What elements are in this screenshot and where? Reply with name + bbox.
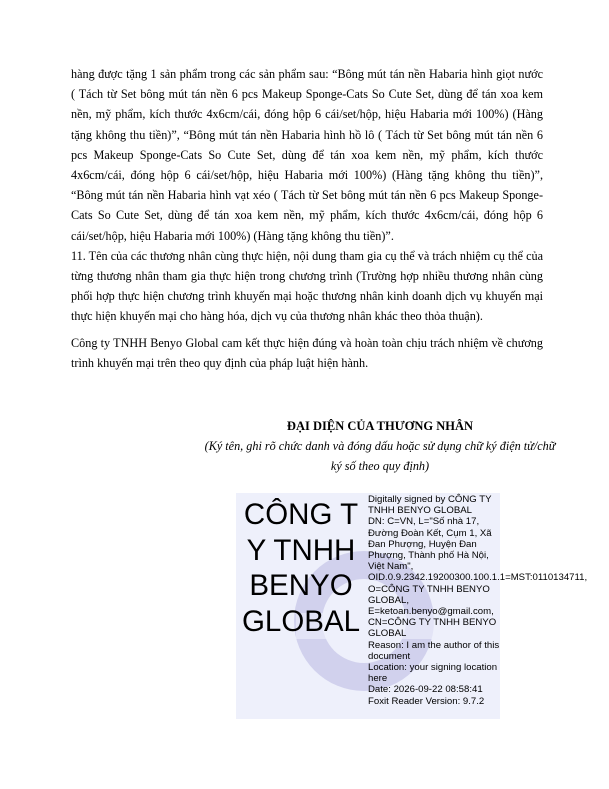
gift-products-paragraph: hàng được tặng 1 sản phẩm trong các sản phẩm sau: “Bông mút tán nền Habaria hình giọt nước ( Tách từ Set bông mút tán nền 6 pcs Makeup Sponge-Cats So Cute Set, dùng để tán xoa kem nền, mỹ phẩm, kích thước 4x6cm/cái, đóng hộp 6 cái/set/hộp, hiệu Habaria mới 100%) (Hàng tặng không thu tiền)”, “Bông mút tán nền Habaria hình hồ lô ( Tách từ Set bông mút tán nền 6 pcs Makeup Sponge-Cats So Cute Set, dùng để tán xoa kem nền, mỹ phẩm, kích thước 4x6cm/cái, đóng hộp 6 cái/set/hộp, hiệu Habaria mới 100%) (Hàng tặng không thu tiền)”, “Bông mút tán nền Habaria hình vạt xéo ( Tách từ Set bông mút tán nền 6 pcs Makeup Sponge-Cats So Cute Set, dùng để tán xoa kem nền, mỹ phẩm, kích thước 4x6cm/cái, đóng hộp 6 cái/set/hộp, hiệu Habaria mới 100%) (Hàng tặng không thu tiền)”.	[71, 67, 543, 243]
document-body	[71, 64, 543, 373]
digital-signature-box[interactable]	[236, 493, 588, 719]
commitment-paragraph: Công ty TNHH Benyo Global cam kết thực hiện đúng và hoàn toàn chịu trách nhiệm về chương trình khuyến mại trên theo quy định của pháp luật hiện hành.	[71, 335, 543, 370]
representative-note: (Ký tên, ghi rõ chức danh và đóng dấu hoặc sử dụng chữ ký điện tử/chữ ký số theo quy định)	[204, 439, 556, 473]
section-11-paragraph: 11. Tên của các thương nhân cùng thực hiện, nội dung tham gia cụ thể và trách nhiệm cụ thể của từng thương nhân tham gia thực hiện trong chương trình (Trường hợp nhiều thương nhân cùng phối hợp thực hiện chương trình khuyến mại hoặc thương nhân kinh doanh dịch vụ khuyến mại thực hiện khuyến mại cho hàng hóa, dịch vụ của thương nhân khác theo thỏa thuận).	[71, 248, 543, 324]
signature-details: Digitally signed by CÔNG TY TNHH BENYO GLOBAL DN: C=VN, L="Số nhà 17, Đường Đoàn Kết, Cụm 1, Xã Đan Phượng, Huyện Đan Phượng, Thành phố Hà Nội, Việt Nam", OID.0.9.2342.19200300.100.1.1=MST:0110134711, O=CÔNG TY TNHH BENYO GLOBAL, E=ketoan.benyo@gmail.com, CN=CÔNG TY TNHH BENYO GLOBAL Reason: I am the author of this document Location: your signing location here Date: 2026-09-22 08:58:41 Foxit Reader Version: 9.7.2	[368, 494, 588, 707]
representative-block	[200, 416, 560, 476]
representative-title: ĐẠI DIỆN CỦA THƯƠNG NHÂN	[286, 419, 474, 433]
signer-company-name: CÔNG TY TNHH BENYO GLOBAL	[241, 498, 361, 638]
